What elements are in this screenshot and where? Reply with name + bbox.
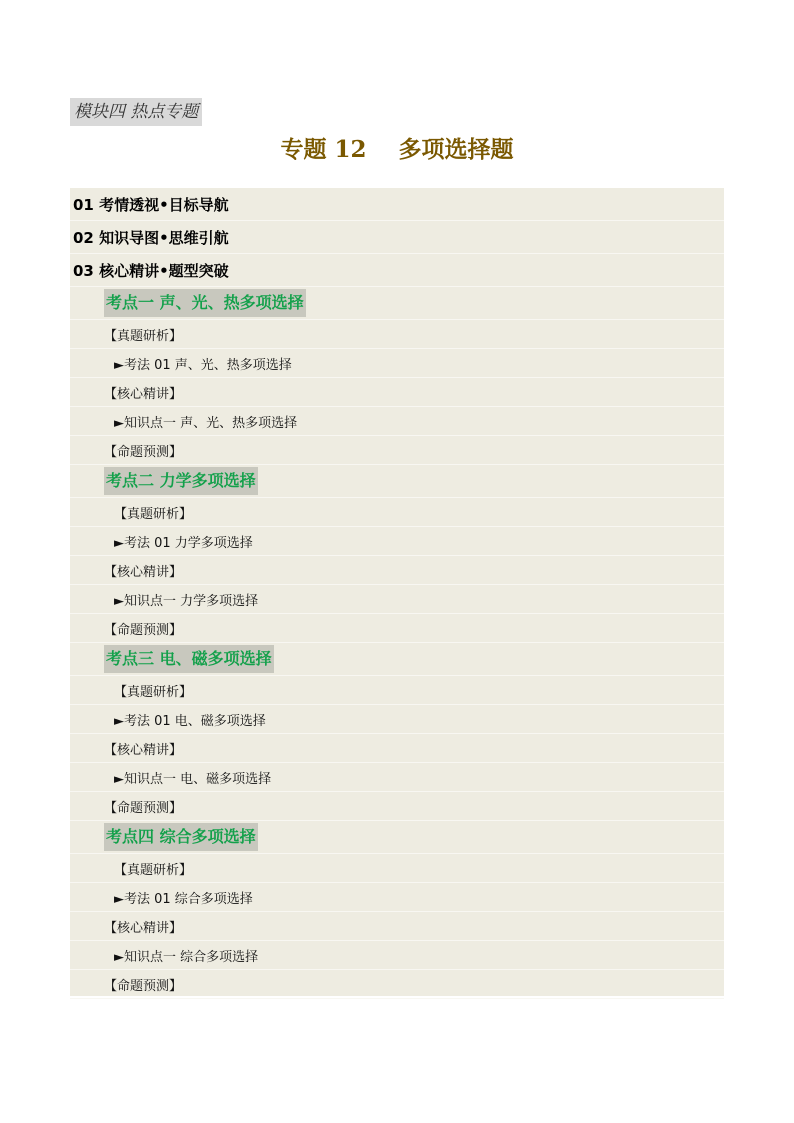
toc-row[interactable] — [70, 527, 724, 556]
toc-text: 【核心精讲】 — [104, 920, 183, 936]
toc-row[interactable] — [70, 498, 724, 527]
toc-topic-label — [104, 643, 274, 675]
toc-row[interactable] — [70, 287, 724, 320]
toc-topic-label — [104, 465, 258, 497]
toc-text: ►考法 01 电、磁多项选择 — [114, 713, 266, 729]
toc-row[interactable] — [70, 854, 724, 883]
toc-text: 【真题研析】 — [104, 328, 183, 344]
toc-row[interactable] — [70, 188, 724, 221]
module-label: 模块四 热点专题 — [70, 98, 202, 126]
toc-text: ►考法 01 力学多项选择 — [114, 535, 253, 551]
toc-text: 01 考情透视•目标导航 — [73, 195, 229, 214]
toc-row[interactable] — [70, 970, 724, 999]
toc-text: 【命题预测】 — [104, 800, 183, 816]
toc-text: ►考法 01 声、光、热多项选择 — [114, 357, 292, 373]
toc-topic-label — [104, 287, 306, 319]
toc-text: 【真题研析】 — [114, 684, 193, 700]
toc-row[interactable] — [70, 821, 724, 854]
toc-item-label — [114, 585, 258, 613]
toc-text: 【真题研析】 — [114, 862, 193, 878]
toc-row[interactable] — [70, 556, 724, 585]
toc-subsection-label — [104, 734, 182, 762]
toc-text: 【命题预测】 — [104, 444, 183, 460]
toc-text: 考点四 综合多项选择 — [104, 823, 258, 851]
toc-subsection-label — [114, 854, 192, 882]
toc-item-label — [114, 407, 297, 435]
toc-text: 【命题预测】 — [104, 978, 183, 994]
toc-text: 【核心精讲】 — [104, 742, 183, 758]
toc-item-label — [114, 705, 266, 733]
toc-text: 【真题研析】 — [114, 506, 193, 522]
toc-subsection-label — [104, 436, 182, 464]
toc-item-label — [114, 763, 271, 791]
toc-row[interactable] — [70, 585, 724, 614]
toc-row[interactable] — [70, 792, 724, 821]
toc-section-label — [73, 221, 229, 253]
toc-row[interactable] — [70, 320, 724, 349]
toc-row[interactable] — [70, 221, 724, 254]
toc-text: 【核心精讲】 — [104, 386, 183, 402]
toc-row[interactable] — [70, 465, 724, 498]
toc-item-label — [114, 941, 258, 969]
toc-subsection-label — [104, 912, 182, 940]
toc-row[interactable] — [70, 614, 724, 643]
toc-text: 03 核心精讲•题型突破 — [73, 261, 229, 280]
toc-section-label — [73, 254, 229, 286]
toc-row[interactable] — [70, 941, 724, 970]
toc-row[interactable] — [70, 378, 724, 407]
toc-topic-label — [104, 821, 258, 853]
toc-subsection-label — [104, 378, 182, 406]
toc-row[interactable] — [70, 643, 724, 676]
toc-subsection-label — [114, 498, 192, 526]
toc-item-label — [114, 883, 253, 911]
toc-subsection-label — [114, 676, 192, 704]
toc-text: 考点一 声、光、热多项选择 — [104, 289, 306, 317]
toc-text: ►知识点一 声、光、热多项选择 — [114, 415, 298, 431]
toc-row[interactable] — [70, 734, 724, 763]
toc-subsection-label — [104, 970, 182, 998]
toc-subsection-label — [104, 320, 182, 348]
toc-row[interactable] — [70, 763, 724, 792]
document-title: 专题 12 多项选择题 — [280, 136, 514, 163]
toc-text: 【命题预测】 — [104, 622, 183, 638]
table-of-contents — [70, 188, 724, 996]
toc-subsection-label — [104, 792, 182, 820]
toc-text: 考点三 电、磁多项选择 — [104, 645, 274, 673]
toc-text: 【核心精讲】 — [104, 564, 183, 580]
toc-row[interactable] — [70, 705, 724, 734]
toc-item-label — [114, 349, 292, 377]
toc-row[interactable] — [70, 676, 724, 705]
toc-section-label — [73, 188, 229, 220]
toc-text: ►考法 01 综合多项选择 — [114, 891, 253, 907]
toc-row[interactable] — [70, 883, 724, 912]
toc-row[interactable] — [70, 254, 724, 287]
toc-row[interactable] — [70, 349, 724, 378]
toc-text: ►知识点一 电、磁多项选择 — [114, 771, 272, 787]
toc-item-label — [114, 527, 253, 555]
toc-row[interactable] — [70, 912, 724, 941]
toc-subsection-label — [104, 614, 182, 642]
toc-row[interactable] — [70, 436, 724, 465]
toc-row[interactable] — [70, 407, 724, 436]
toc-text: 考点二 力学多项选择 — [104, 467, 258, 495]
toc-text: 02 知识导图•思维引航 — [73, 228, 229, 247]
toc-subsection-label — [104, 556, 182, 584]
toc-text: ►知识点一 力学多项选择 — [114, 593, 259, 609]
toc-text: ►知识点一 综合多项选择 — [114, 949, 259, 965]
